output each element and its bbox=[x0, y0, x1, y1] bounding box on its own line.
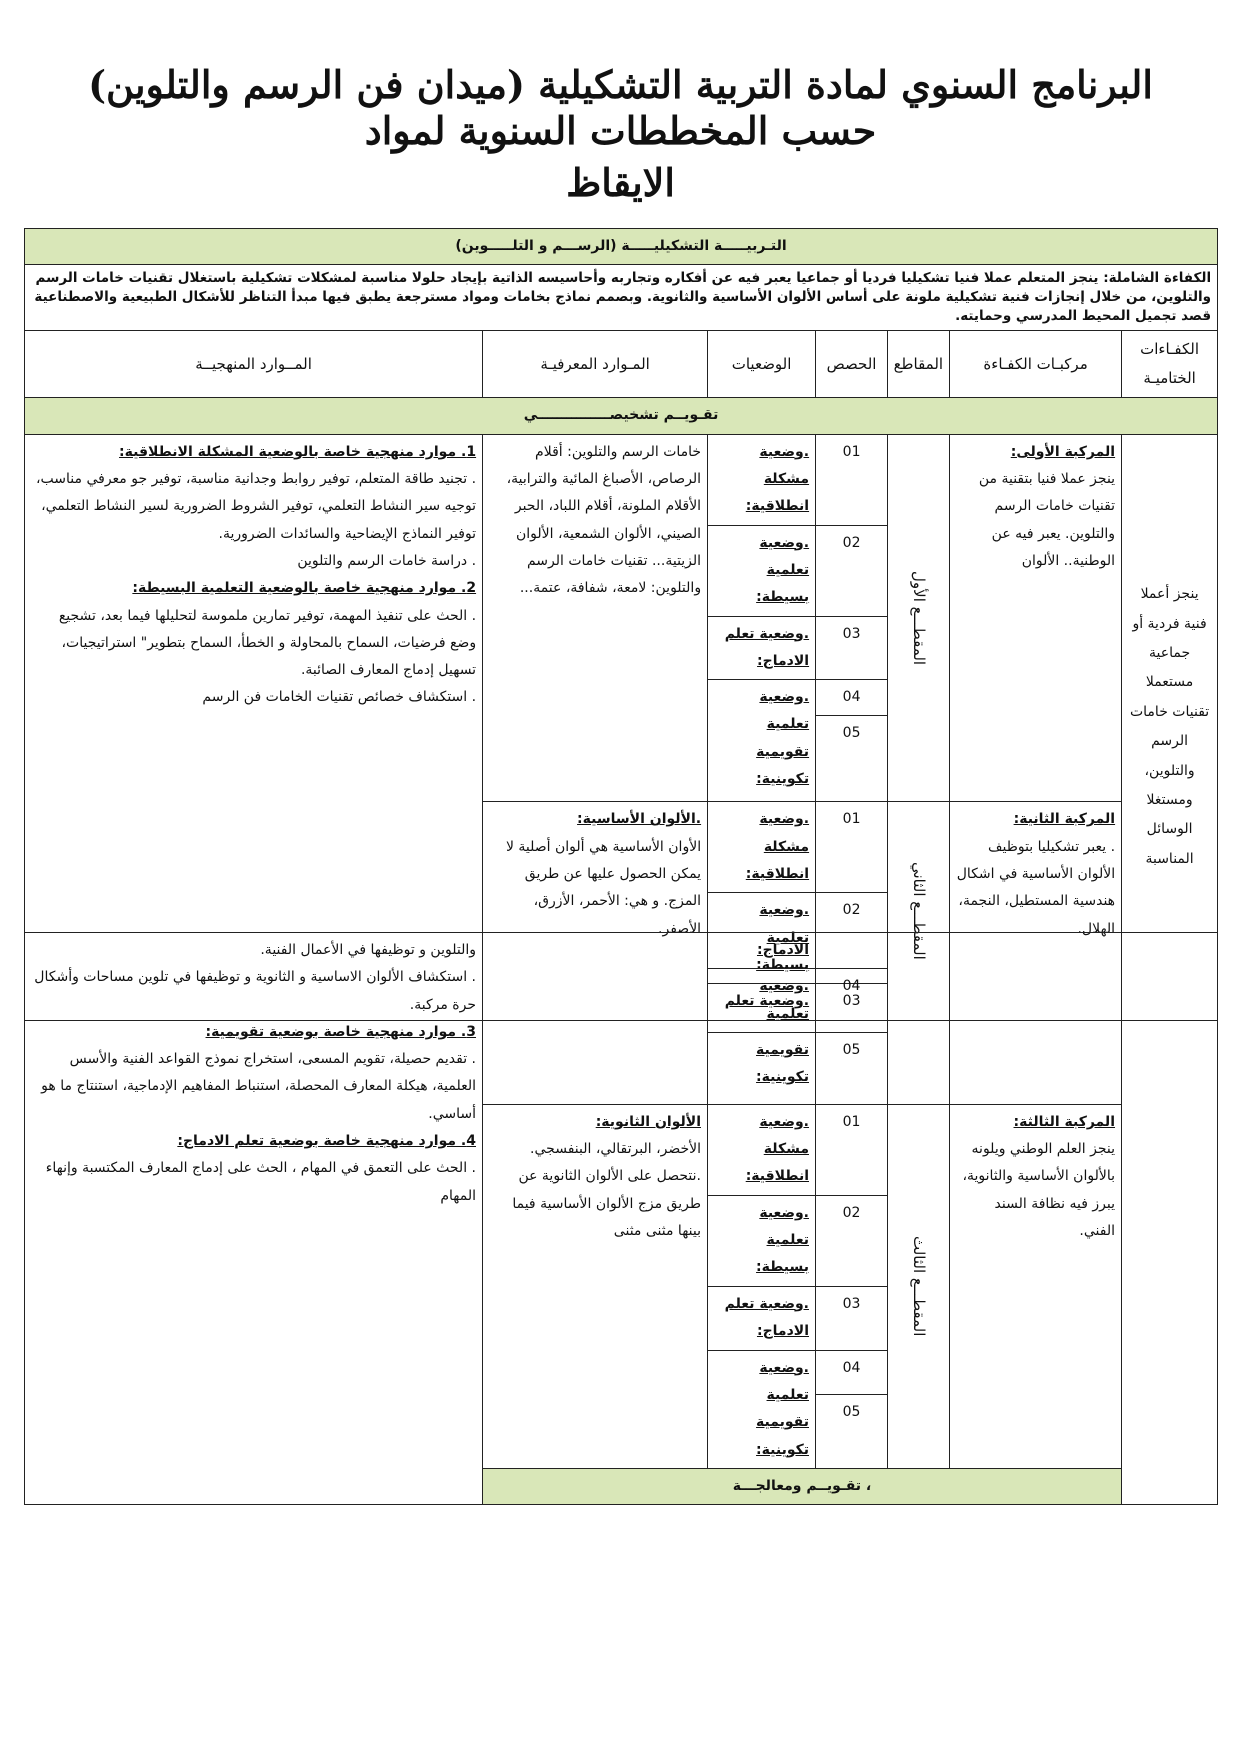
situation-cell: تقويمية تكوينية: bbox=[708, 1032, 816, 1104]
component-2-text: . يعبر تشكيليا بتوظيف الألوان الأساسية في اشكال هندسية المستطيل، النجمة، الهلال. bbox=[956, 838, 1116, 937]
header-method-resources: المــوارد المنهجيــة bbox=[25, 330, 483, 398]
method-text-3a: . استكشاف الألوان الاساسية و الثانوية و توظيفها في تلوين مساحات وأشكال حرة مركبة. bbox=[34, 969, 476, 1013]
header-final-competencies: الكفـاءات الختاميـة bbox=[1122, 330, 1218, 398]
method-heading-1: 1. موارد منهجية خاصة بالوضعية المشكلة الانطلاقية: bbox=[119, 443, 477, 460]
situation-cell: .وضعية تعلم bbox=[708, 984, 816, 1020]
session-cell: 04 bbox=[816, 680, 888, 716]
component-2-title: المركبة الثانية: bbox=[1013, 811, 1116, 828]
global-competence: الكفاءة الشاملة: ينجز المتعلم عملا فنيا تشكيليا فرديا أو جماعيا يعبر فيه عن أفكاره وتجاربه وأحاسيسه الذاتية بإيجاد حلولا مناسبة لمشكلات تشكيلية باستغلال تقنيات خامات الرسم والتلوين، من خلال إنجازات فنية تشكيلية ملونة على أساس الألوان الأساسية والثانوية. وبصمم نماذج بخامات ومواد مسترجعة يطبق فيها مبدأ التناظر للأشكال الطبيعية والاصطناعية قصد تجميل المحيط المدرسي وحمايته. bbox=[25, 265, 1218, 331]
session-cell: 03 bbox=[816, 616, 888, 680]
situation-cell: .وضعية تعلمية بسيطة: bbox=[708, 1195, 816, 1286]
situation-cell: .وضعية تعلم الادماج: bbox=[708, 1286, 816, 1350]
situation-cell: .وضعية تعلم الادماج: bbox=[708, 616, 816, 680]
situation-cell: .وضعية تعلمية تقويمية تكوينية: bbox=[708, 680, 816, 802]
situation-cell: .وضعية مشكلة انطلاقية: bbox=[708, 1104, 816, 1195]
method-heading-3: 3. موارد منهجية خاصة بوضعية تقويمية: bbox=[205, 1023, 476, 1040]
header-sessions: الحصص bbox=[816, 330, 888, 398]
section-empty bbox=[888, 933, 950, 1105]
situation-cell: .وضعية مشكلة انطلاقية: bbox=[708, 802, 816, 893]
session-cell: 01 bbox=[816, 1104, 888, 1195]
component-3-title: المركبة الثالثة: bbox=[1013, 1113, 1115, 1130]
situation-cell: .وضعية مشكلة انطلاقية: bbox=[708, 434, 816, 525]
header-sections: المقاطع bbox=[888, 330, 950, 398]
evaluation-bar: ، تقـويــم ومعالجـــة bbox=[483, 1468, 1122, 1504]
subject-bar: التـربيـــــة التشكيليـــــة (الرســـم و التلـــــوين) bbox=[25, 229, 1218, 265]
session-cell: 04 bbox=[816, 969, 888, 1033]
header-components: مركبـات الكفـاءة bbox=[950, 330, 1122, 398]
session-cell: 05 bbox=[816, 1395, 888, 1469]
section-1-label: المقطـــع الأول bbox=[888, 434, 950, 802]
session-cell: 05 bbox=[816, 716, 888, 802]
session-cell: 01 bbox=[816, 802, 888, 893]
component-3 bbox=[950, 1104, 1122, 1468]
situation-cell: .وضعية تعلمية بسيطة: bbox=[708, 893, 816, 984]
method-text-4: . الحث على التعمق في المهام ، الحث على إدماج المعارف المكتسبة وإنهاء المهام bbox=[45, 1160, 476, 1204]
session-cell: 01 bbox=[816, 434, 888, 525]
knowledge-2-title: .الألوان الأساسية: bbox=[577, 811, 702, 828]
component-3-text: ينجز العلم الوطني ويلونه بالألوان الأساسية والثانوية، يبرز فيه نظافة السند الفني. bbox=[962, 1141, 1115, 1240]
method-heading-2: 2. موارد منهجية خاصة بالوضعية التعلمية البسيطة: bbox=[132, 580, 477, 597]
program-table-1 bbox=[24, 228, 1218, 1021]
final-competence: ينجز أعملا فنية فردية أو جماعية مستعملا تقنيات خامات الرسم والتلوين، ومستغلا الوسائل المناسبة bbox=[1122, 434, 1218, 1020]
section-3-label: المقطـــع الثالث bbox=[888, 1104, 950, 1468]
method-text-1b: . دراسة خامات الرسم والتلوين bbox=[297, 552, 477, 569]
page-title-line-2: الايقاظ bbox=[566, 160, 675, 205]
session-cell: 02 bbox=[816, 893, 888, 984]
final-competence-empty bbox=[1122, 933, 1218, 1505]
session-cell: 04 bbox=[816, 1350, 888, 1395]
diagnostic-bar: تقـويــم تشخيصـــــــــــــــي bbox=[25, 398, 1218, 434]
knowledge-3-title: الألوان الثانوية: bbox=[595, 1113, 701, 1130]
knowledge-3 bbox=[483, 1104, 708, 1468]
component-empty bbox=[950, 933, 1122, 1105]
situation-cell: .وضعية تعلمية بسيطة: bbox=[708, 525, 816, 616]
situation-cell: .وضعية تعلمية تقويمية تكوينية: bbox=[708, 1350, 816, 1468]
method-resources-2 bbox=[25, 933, 483, 1505]
session-cell bbox=[816, 933, 888, 969]
component-1-text: ينجز عملا فنيا بتقنية من تقنيات خامات الرسم والتلوين. يعبر فيه عن الوطنية.. الألوان bbox=[978, 471, 1116, 569]
component-1-title: المركبة الأولى: bbox=[1010, 443, 1116, 460]
situation-cell: .وضعية تعلمية bbox=[708, 969, 816, 1033]
knowledge-2-text: الأوان الأساسية هي ألوان أصلية لا يمكن الحصول عليها عن طريق المزج. و هي: الأحمر، الأزرق، الأصفر. bbox=[505, 838, 702, 937]
knowledge-3-text: الأخضر، البرتقالي، البنفسجي. .نتحصل على الألوان الثانوية عن طريق مزج الألوان الأساسية فيما بينها مثنى مثنى bbox=[512, 1141, 701, 1240]
method-text-3: . تقديم حصيلة، تقويم المسعى، استخراج نموذج القواعد الفنية والأسس العلمية، هيكلة المعارف المحصلة، استنباط المفاهيم الإدماجية، استنتاج ما هو أساسي. bbox=[41, 1051, 476, 1122]
knowledge-1: خامات الرسم والتلوين: أقلام الرصاص، الأصباغ المائية والترابية، الأقلام الملونة، أقلام اللباد، الحبر الصيني، الألوان الشمعية، الألوان الزيتية... تقنيات خامات الرسم والتلوين: لامعة، شفافة، عتمة... bbox=[483, 434, 708, 802]
program-table-2 bbox=[24, 932, 1218, 1505]
page-title: البرنامج السنوي لمادة التربية التشكيلية (ميدان فن الرسم والتلوين) حسب المخططات السنوية لمواد bbox=[88, 62, 1153, 153]
session-cell: 02 bbox=[816, 525, 888, 616]
method-heading-4: 4. موارد منهجية خاصة بوضعية تعلم الادماج: bbox=[177, 1133, 476, 1150]
header-situations: الوضعيات bbox=[708, 330, 816, 398]
method-text-2: . الحث على تنفيذ المهمة، توفير تمارين ملموسة لتحليلها فيما بعد، تشجيع وضع فرضيات، السماح بالمحاولة و الخطأ، السماح بتطوير" استراتيجيات، تسهيل إدماج المعارف الصائبة. bbox=[58, 607, 477, 679]
method-text-1: . تجنيد طاقة المتعلم، توفير روابط وجدانية مناسبة، توفير جو معرفي مناسب، توجيه سير النشاط التعلمي، توفير الشروط الضرورية لسير النشاط التعلمي، توفير النماذج الإيضاحية والسائدات الضرورية. bbox=[36, 471, 477, 542]
session-cell: 03 bbox=[816, 1286, 888, 1350]
situation-cell: الادماج: bbox=[708, 933, 816, 969]
session-cell: 05 bbox=[816, 1032, 888, 1104]
header-knowledge-resources: المـوارد المعرفيـة bbox=[483, 330, 708, 398]
method-text-2b: . استكشاف خصائص تقنيات الخامات فن الرسم bbox=[202, 689, 477, 706]
session-cell: 03 bbox=[816, 984, 888, 1020]
knowledge-empty bbox=[483, 933, 708, 1105]
method-text-cont: والتلوين و توظيفها في الأعمال الفنية. bbox=[260, 942, 476, 958]
section-2-label: المقطـــع الثاني bbox=[888, 802, 950, 1020]
session-cell: 02 bbox=[816, 1195, 888, 1286]
component-1 bbox=[950, 434, 1122, 802]
